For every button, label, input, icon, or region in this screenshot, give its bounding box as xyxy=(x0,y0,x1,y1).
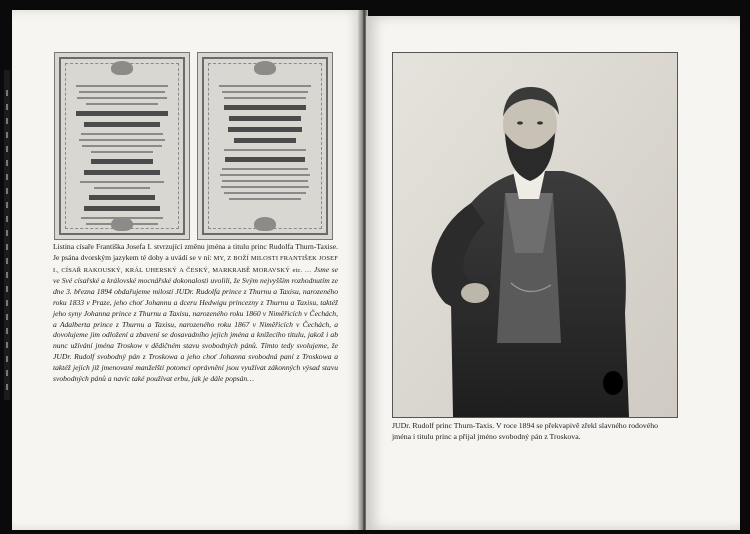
caption-intro: Listina císaře Františka Josefa I. stvrzující změnu jména a titulu princ Rudolfa Thurn-Taxise. Je psána dvorským jazykem té doby a uvádí se v ní: xyxy=(53,242,338,262)
caption-italic-quote: Jsme se ve Své císařské a královské mocnářské dokonalosti uvolili, že Svým nejvyšším rozhodnutím ze dne 3. března 1894 obdařujeme milostí JUDr. Rudolfa prince z Thurnu a Taxisu, narozeného roku 1833 v Praze, jeho choť Johannu a dceru Hedwigu princezny z Thurnu a Taxisu, taktéž jeho syny Johanna prince z Thurnu a Taxisu, narozeného roku 1860 v Niměřicích v Čechách, a Adalberta prince z Thurnu a Taxisu, narozeného roku 1867 v Niměřicích v Čechách, a dovolujeme jim odložení a zbavení se dosavadního jejich jména a knížecího titulu, jakož i ab nunc užívání jména Troskow v dědičném stavu svobodných pánů. Tímto tedy svolujeme, že JUDr. Rudolf svobodný pán z Troskowa a jeho choť Johanna svobodná paní z Troskowa a taktéž jejich již jmenovaní manželští potomci oprávnění jsou využívat zákonných výsad stavu svobodných pánů a navíc také používat erbu, jak je dále popsán… xyxy=(53,264,338,383)
crest-icon xyxy=(111,61,133,75)
document-text-lines xyxy=(71,81,173,229)
decree-document-image-2 xyxy=(197,52,333,240)
document-text-lines xyxy=(214,81,316,204)
caption-smallcaps: MY, Z BOŽÍ MILOSTI FRANTIŠEK JOSEF I., CÍSAŘ RAKOUSKÝ, KRÁL UHERSKÝ A ČESKÝ, MARKRABĚ MORAVSKÝ etc. … xyxy=(53,254,338,274)
book-spine-edge xyxy=(4,70,10,400)
portrait-engraving xyxy=(392,52,678,418)
seal-icon xyxy=(254,217,276,231)
crest-icon xyxy=(254,61,276,75)
portrait-illustration xyxy=(393,53,677,417)
portrait-caption: JUDr. Rudolf princ Thurn-Taxis. V roce 1894 se překvapivě zřekl slavného rodového jména i titulu princ a přijal jméno svobodný pán z Troskova. xyxy=(392,421,659,441)
seal-icon xyxy=(111,217,133,231)
decree-document-image-1 xyxy=(54,52,190,240)
document-caption xyxy=(53,242,338,384)
